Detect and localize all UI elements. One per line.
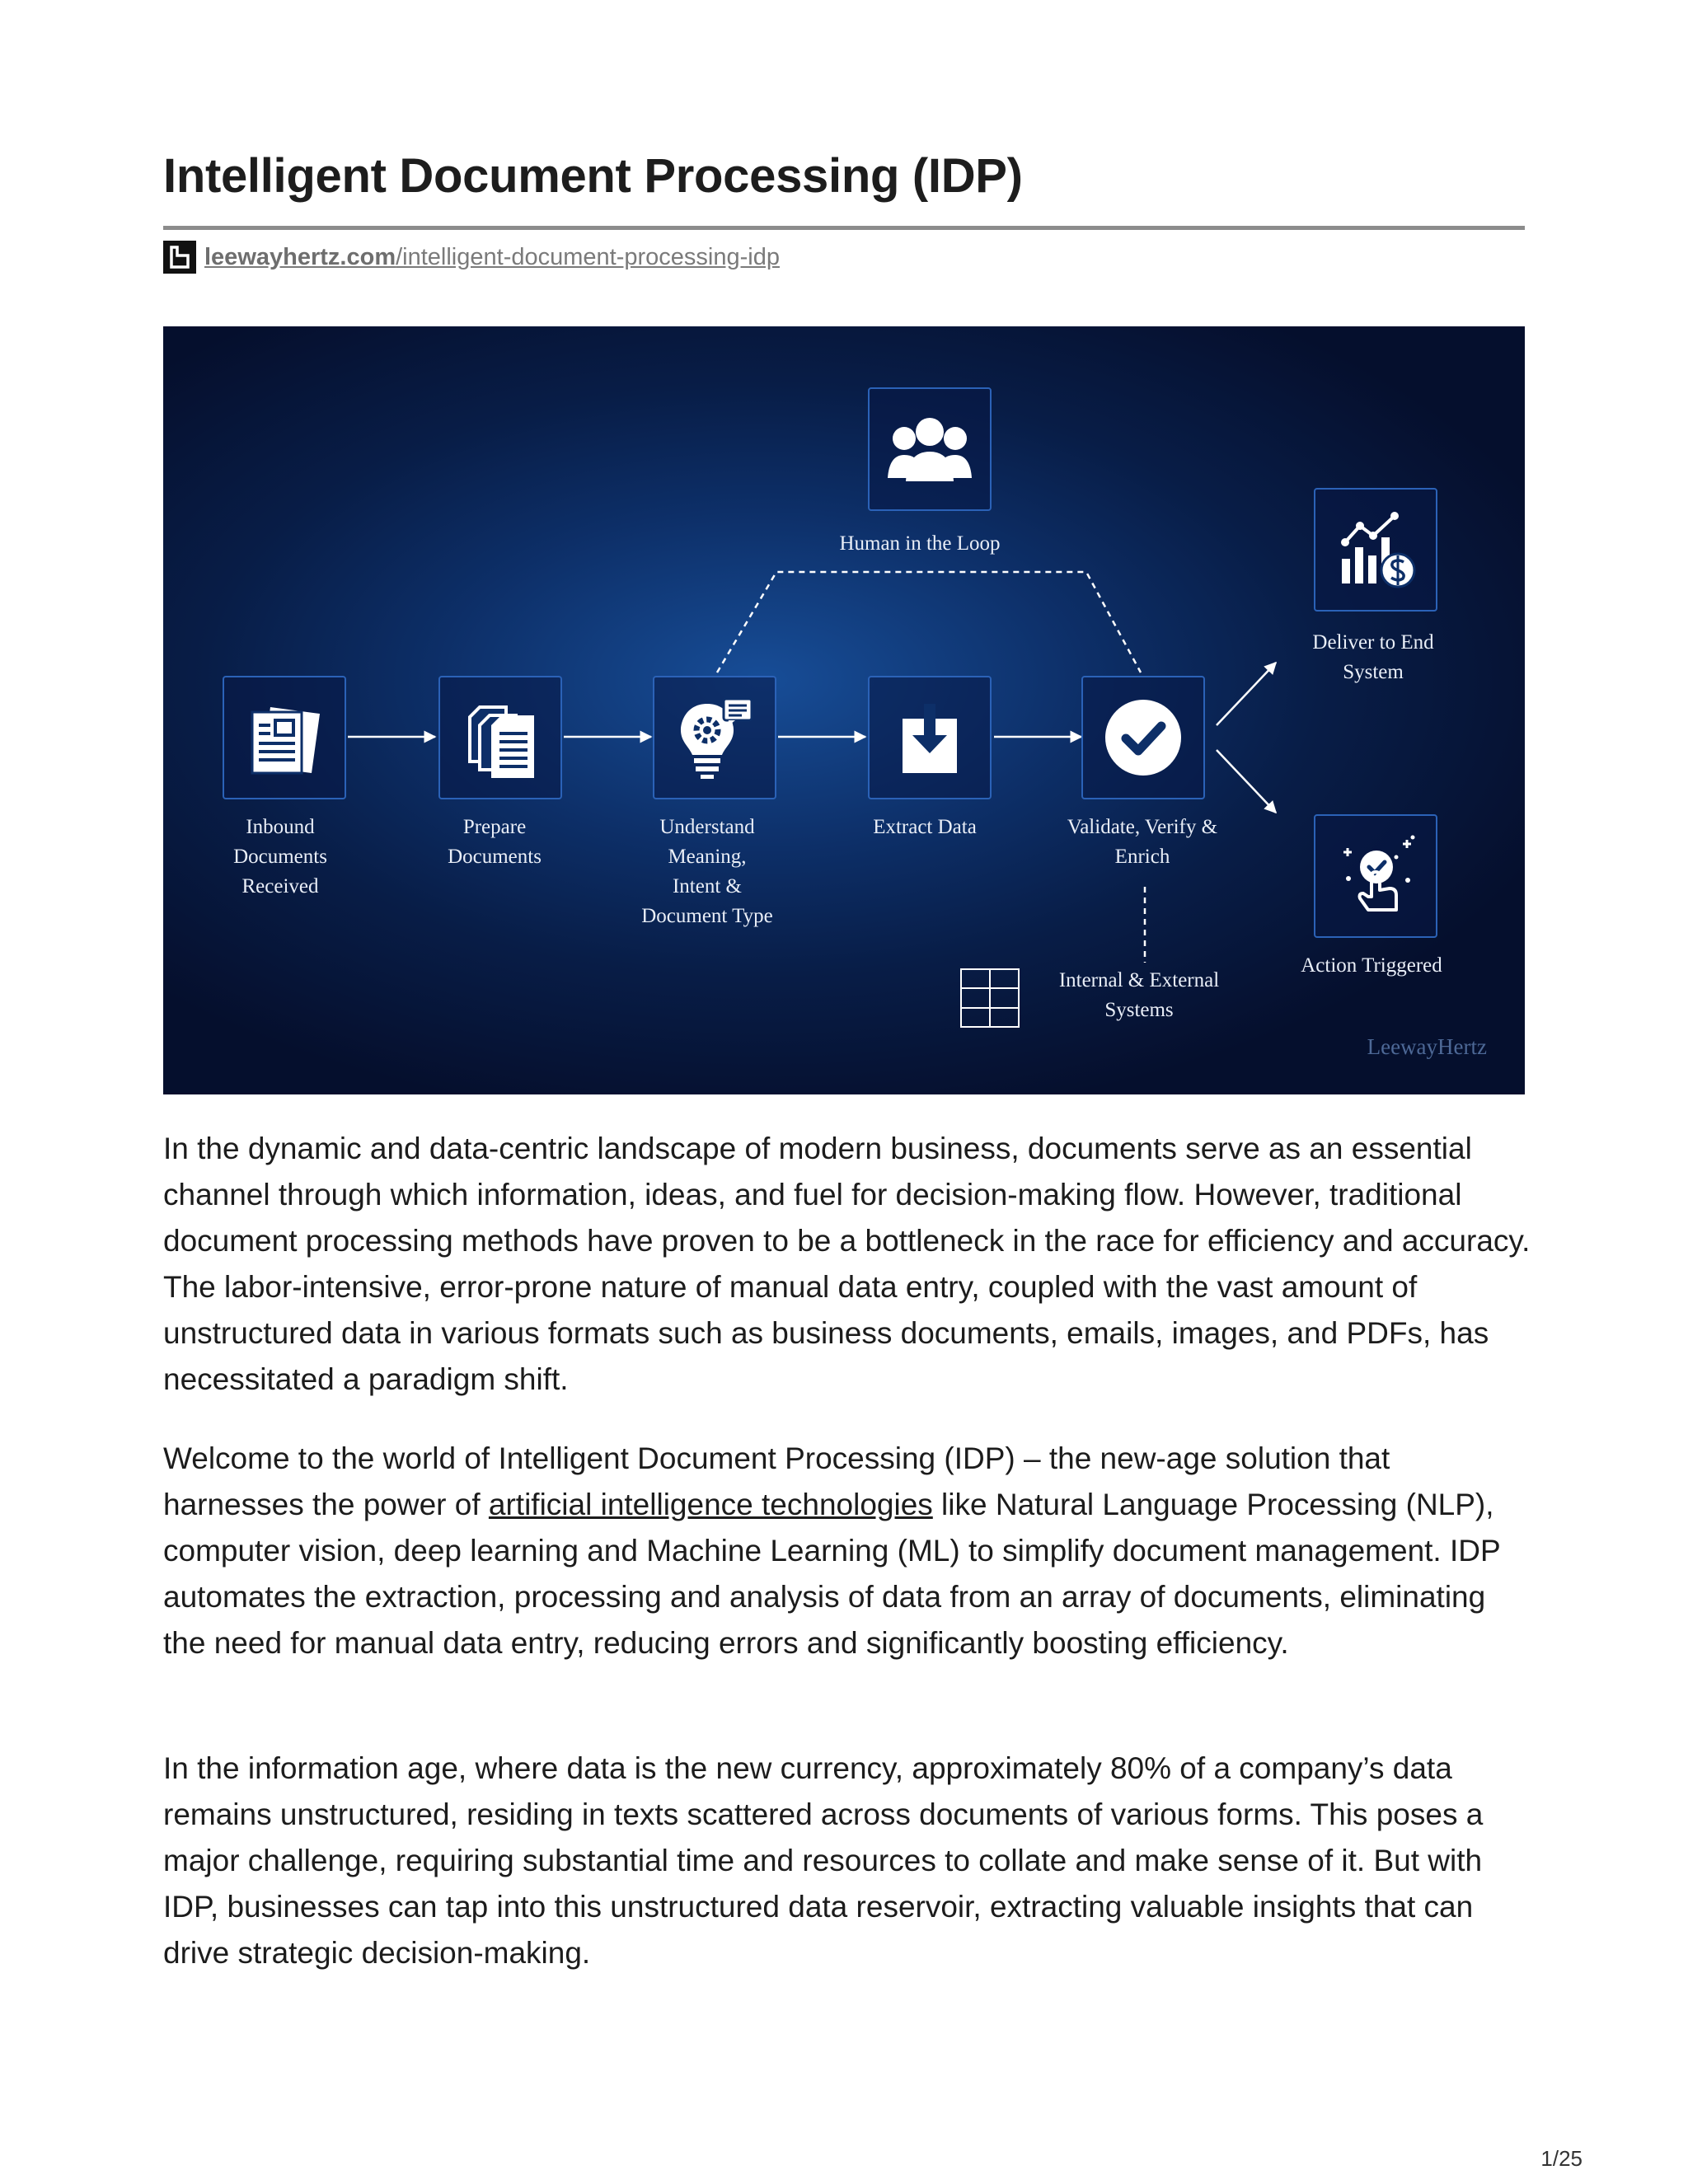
chart-dollar-icon (1330, 504, 1421, 595)
checkmark-circle-icon (1098, 692, 1189, 783)
people-group-icon (884, 412, 975, 486)
source-link[interactable]: leewayhertz.com/intelligent-document-processing-idp (204, 243, 780, 270)
step-label-1: Inbound Documents Received (233, 816, 327, 898)
table-grid-icon (961, 969, 1019, 1027)
human-node (868, 387, 992, 511)
step-label-5: Validate, Verify & Enrich (1067, 816, 1218, 868)
step-node-4 (868, 676, 992, 799)
paragraph-3: In the information age, where data is the new currency, approximately 80% of a company’s data remains unstructured, residing in texts scattered across documents of various forms. This poses a major challenge, requiring substantial time and resources to collate and make sense of it. But with IDP, businesses can tap into this unstructured data reservoir, extracting valuable insights that can drive strategic decision-making. (163, 1751, 1484, 1970)
human-loop-dashed-line (717, 572, 1141, 673)
deliver-node (1314, 488, 1437, 612)
paragraph-1: In the dynamic and data-centric landscape of modern business, documents serve as an essential channel through which information, ideas, and fuel for decision-making flow. However, traditional document processing methods have proven to be a bottleneck in the race for efficiency and accuracy. The labor-intensive, error-prone nature of manual data entry, coupled with the vast amount of unstructured data in various formats such as business documents, emails, images, and PDFs, has necessitated a paradigm shift. (163, 1132, 1531, 1396)
page-title: Intelligent Document Processing (IDP) (163, 149, 1023, 203)
ai-technologies-link[interactable]: artificial intelligence technologies (488, 1488, 933, 1521)
step-label-3: Understand Meaning, Intent & Document Type (641, 816, 773, 927)
site-logo-icon (163, 241, 196, 274)
source-line (163, 241, 780, 274)
document-icon (239, 692, 330, 783)
step-node-1 (223, 676, 346, 799)
arrow-validate-action (1217, 750, 1276, 813)
title-divider (163, 226, 1525, 230)
step-node-5 (1081, 676, 1205, 799)
action-node (1314, 814, 1437, 938)
action-label: Action Triggered (1301, 954, 1442, 977)
idp-process-diagram (163, 326, 1525, 1094)
download-box-icon (884, 692, 975, 783)
page-number: 1/25 (1540, 2146, 1582, 2171)
systems-label: Internal & External Systems (1058, 969, 1220, 1021)
paragraph-2: Welcome to the world of Intelligent Document Processing (IDP) – the new-age solution that harnesses the power of artificial intelligence technologies like Natural Language Processing (NLP), computer vision, deep learning and Machine Learning (ML) to simplify document management. IDP automates the extraction, processing and analysis of data from an array of documents, eliminating the need for manual data entry, reducing errors and significantly boosting efficiency. (163, 1441, 1501, 1660)
arrow-validate-deliver (1217, 663, 1276, 725)
human-label: Human in the Loop (839, 532, 1001, 555)
step-node-2 (438, 676, 562, 799)
step-label-2: Prepare Documents (448, 816, 542, 868)
figure-watermark: LeewayHertz (1367, 1034, 1487, 1059)
step-label-4: Extract Data (873, 816, 977, 838)
deliver-label: Deliver to End System (1312, 631, 1434, 683)
documents-stack-icon (455, 692, 546, 783)
step-node-3 (653, 676, 776, 799)
lightbulb-gear-icon (669, 692, 760, 783)
touch-check-icon (1330, 831, 1421, 921)
